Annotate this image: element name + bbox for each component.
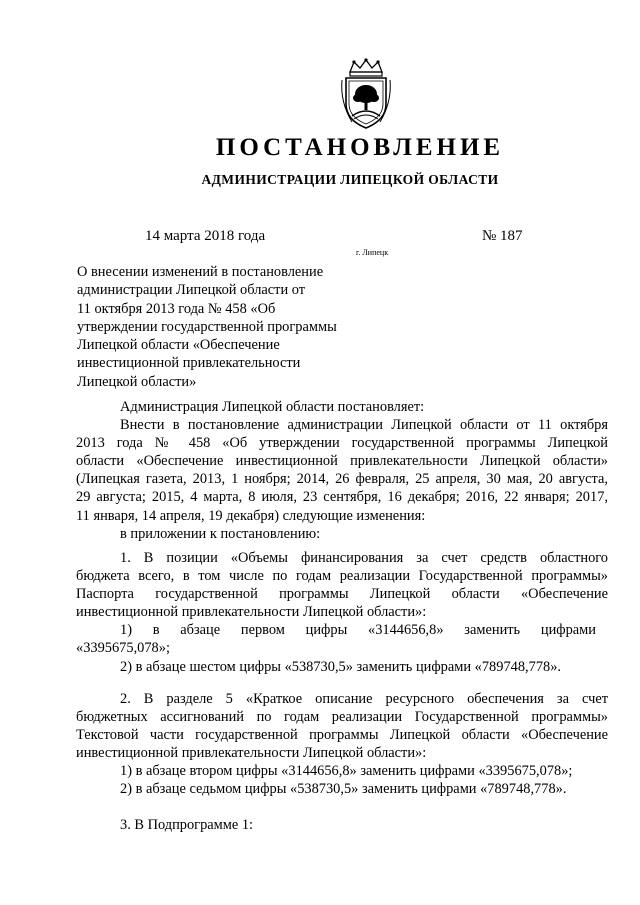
preamble-line: Внести в постановление администрации Липецкой области от 11 октября	[120, 417, 608, 434]
item-1-sub-1-line: 1) в абзаце первом цифры «3144656,8» заменить цифрами	[120, 622, 596, 639]
subject-line: администрации Липецкой области от	[77, 282, 306, 299]
subject-line: Липецкой области «Обеспечение	[77, 337, 280, 354]
preamble-line: (Липецкая газета, 2013, 1 ноября; 2014, 26 февраля, 25 апреля, 30 мая, 20 августа,	[76, 471, 608, 488]
document-number: № 187	[482, 228, 523, 244]
lipetsk-coat-of-arms-icon	[338, 58, 394, 130]
item-3-heading: 3. В Подпрограмме 1:	[120, 817, 254, 833]
subject-line: 11 октября 2013 года № 458 «Об	[77, 300, 276, 317]
preamble-line: 2013 года № 458 «Об утверждении государственной программы Липецкой	[76, 435, 608, 452]
intro-paragraph: Администрация Липецкой области постановляет:	[120, 399, 425, 415]
item-1-sub-2: 2) в абзаце шестом цифры «538730,5» заменить цифрами «789748,778».	[120, 658, 562, 675]
item-2-sub-1: 1) в абзаце втором цифры «3144656,8» заменить цифрами «3395675,078»;	[120, 763, 573, 780]
document-date: 14 марта 2018 года	[145, 228, 266, 244]
item-3-block	[76, 816, 608, 834]
preamble-line: 11 января, 14 апреля, 19 декабря) следующие изменения:	[76, 507, 426, 524]
item-2-sub-2: 2) в абзаце седьмом цифры «538730,5» заменить цифрами «789748,778».	[120, 781, 567, 798]
subject-line: Липецкой области»	[77, 373, 197, 390]
preamble-line: 29 августа; 2015, 4 марта, 8 июля, 23 сентября, 16 декабря; 2016, 22 января; 2017,	[76, 489, 608, 506]
item-2-line: 2. В разделе 5 «Краткое описание ресурсного обеспечения за счет	[120, 691, 608, 707]
document-city: г. Липецк	[356, 248, 389, 257]
preamble-line: области «Обеспечение инвестиционной привлекательности Липецкой области»	[76, 453, 608, 470]
item-2-block	[76, 690, 608, 799]
item-1-sub-1-line: «3395675,078»;	[76, 640, 170, 657]
item-1-line: Паспорта государственной программы Липецкой области «Обеспечение	[76, 586, 608, 603]
item-2-line: инвестиционной привлекательности Липецкой области»:	[76, 745, 427, 762]
item-2-line: Текстовой части государственной программы Липецкой области «Обеспечение	[76, 727, 608, 744]
document-title: ПОСТАНОВЛЕНИЕ	[215, 134, 505, 161]
subject-line: О внесении изменений в постановление	[77, 264, 324, 280]
document-subject	[77, 263, 377, 391]
item-1-line: 1. В позиции «Объемы финансирования за счет средств областного	[120, 550, 608, 566]
annex-line: в приложении к постановлению:	[120, 525, 321, 542]
subject-line: утверждении государственной программы	[77, 318, 337, 335]
subject-line: инвестиционной привлекательности	[77, 355, 301, 372]
item-1-block	[76, 549, 608, 676]
item-2-line: бюджетных ассигнований по годам реализации Государственной программы»	[76, 709, 608, 726]
item-1-line: инвестиционной привлекательности Липецкой области»:	[76, 604, 427, 621]
issuing-authority: АДМИНИСТРАЦИИ ЛИПЕЦКОЙ ОБЛАСТИ	[201, 172, 499, 187]
item-1-line: бюджета всего, в том числе по годам реализации Государственной программы»	[76, 568, 608, 585]
preamble-block	[76, 398, 608, 543]
